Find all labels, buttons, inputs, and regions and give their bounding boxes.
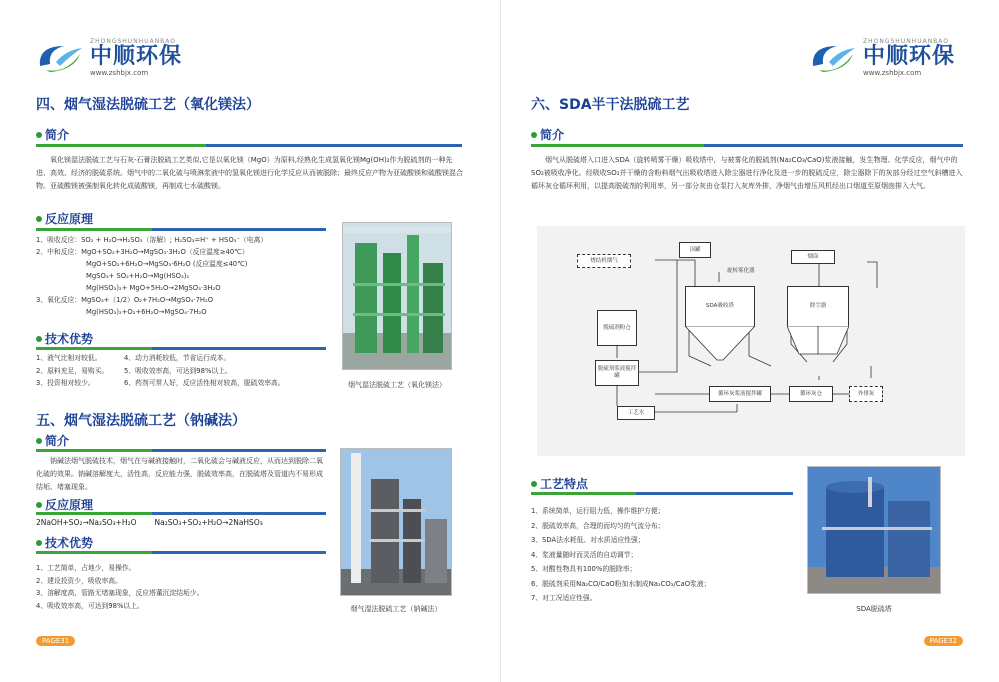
section5-intro-heading xyxy=(36,432,69,449)
logo-mark-icon xyxy=(36,40,88,76)
bullet-dot-icon xyxy=(531,132,537,138)
logo-pinyin: ZHONGSHUNHUANBAO xyxy=(863,38,950,45)
advantage-item: 4、吸收效率高，可达到98%以上。 xyxy=(36,601,144,610)
section6-features-heading xyxy=(531,475,588,492)
section5-title: 五、烟气湿法脱硫工艺（钠碱法） xyxy=(36,413,246,429)
section-rule xyxy=(36,551,326,554)
sda-tower-photo xyxy=(807,466,941,594)
feature-item: 2、脱硫效率高，合理的而均匀的气流分布； xyxy=(531,521,665,530)
section6-features xyxy=(531,504,710,606)
logo-mark-icon xyxy=(809,40,861,76)
heading-label: 工艺特点 xyxy=(540,477,589,491)
mgo-tower-photo xyxy=(342,222,452,370)
section-rule xyxy=(36,512,326,515)
section5-intro-text: 钠碱法烟气脱硫技术，烟气在与碱液接触时，二氧化硫会与碱液反应，从而达到脱除二氧化硫的效果。钠碱溶解度大，活性高，反应能力强，脱硫效率高，在脱硫塔及管道内不易形成结垢、堵塞现象。 xyxy=(36,457,323,491)
advantage-item: 2、原料充足，易购买。 xyxy=(36,366,109,375)
right-page xyxy=(500,0,999,682)
section-rule xyxy=(36,347,326,350)
section5-advantages xyxy=(36,562,203,612)
absorber-hopper-icon xyxy=(685,326,755,362)
heading-label: 反应原理 xyxy=(45,212,94,226)
duster-hopper-icon xyxy=(787,326,849,356)
process-water-box: 工艺水 xyxy=(617,406,655,420)
equation: Na₂SO₃+SO₂+H₂O→2NaHSO₃ xyxy=(154,518,263,527)
equation: 2NaOH+SO₂→Na₂SO₃+H₂O xyxy=(36,518,137,527)
section-rule xyxy=(36,228,326,231)
advantage-item: 3、溶解度高，管路无堵塞现象，反应塔董沉淀结垢少。 xyxy=(36,589,204,597)
feature-item: 6、脱硫剂采用Na₂CO/CaO粉加水制成Na₂CO₃/CaO浆液； xyxy=(531,579,711,588)
bullet-dot-icon xyxy=(36,132,42,138)
advantage-item: 4、动力消耗较低，节省运行成本。 xyxy=(124,354,231,362)
sda-photo-caption: SDA脱硫塔 xyxy=(856,605,892,613)
bullet-dot-icon xyxy=(36,336,42,342)
recycle-ash-box: 循环灰仓 xyxy=(789,386,833,402)
bullet-dot-icon xyxy=(36,540,42,546)
prep-tank-box: 脱硫剂浆液搅拌罐 xyxy=(595,360,639,386)
naoh-photo-caption: 烟气湿法脱硫工艺（钠碱法） xyxy=(350,605,442,613)
advantage-item: 3、投资相对较少。 xyxy=(36,379,95,387)
advantage-item: 1、工艺简单，占地少，易操作。 xyxy=(36,564,136,572)
heading-label: 简介 xyxy=(45,128,70,142)
reaction-line: MgSO₃+ SO₂+H₂O→Mg(HSO₃)₂ xyxy=(86,272,190,280)
brand-logo xyxy=(36,38,182,77)
section4-advantages xyxy=(36,352,314,390)
absorber-box: SDA吸收塔 xyxy=(685,286,755,326)
brand-logo xyxy=(809,38,955,77)
section4-title: 四、烟气湿法脱硫工艺（氧化镁法） xyxy=(36,97,260,113)
feature-item: 3、SDA法水耗低、对水质适应性强； xyxy=(531,536,645,544)
bullet-dot-icon xyxy=(36,438,42,444)
feature-item: 5、对酸性物具有100%的脱除率； xyxy=(531,565,637,573)
heading-label: 技术优势 xyxy=(45,332,94,346)
section5-reaction-heading xyxy=(36,496,93,513)
recycle-tank-box: 循环灰浆液搅拌罐 xyxy=(709,386,771,402)
logo-name: 中顺环保 xyxy=(863,44,956,69)
naoh-tower-photo xyxy=(340,448,452,596)
reaction-line: MgO+SO₂+6H₂O→MgSO₃·6H₂O (反应温度≤40℃) xyxy=(86,260,248,268)
section4-advantages-heading xyxy=(36,330,93,347)
section5-equations xyxy=(36,518,263,527)
advantage-item: 6、药剂可常人好，反应活性相对较高，脱硫效率高。 xyxy=(124,379,285,387)
duster-box: 除尘器 xyxy=(787,286,849,326)
section-rule xyxy=(36,449,326,452)
section6-title: 六、SDA半干法脱硫工艺 xyxy=(531,97,690,113)
reaction-line: 3、氧化反应：MgSO₃+（1/2）O₂+7H₂O→MgSO₄·7H₂O xyxy=(36,296,214,304)
discharge-box: 外排灰 xyxy=(849,386,883,402)
logo-name: 中顺环保 xyxy=(90,44,183,69)
section6-intro-heading xyxy=(531,126,564,143)
section4-intro-heading xyxy=(36,126,69,143)
atomizer-label: 旋转雾化器 xyxy=(727,268,755,274)
page-number: PAGE32 xyxy=(924,636,963,646)
bullet-dot-icon xyxy=(531,481,537,487)
feature-item: 4、浆液量随时而灵活的自动调节； xyxy=(531,550,638,559)
top-tank-box: 顶罐 xyxy=(679,242,711,258)
reaction-line: Mg(HSO₃)₂+ MgO+5H₂O→2MgSO₃·3H₂O xyxy=(86,284,221,292)
section4-reactions xyxy=(36,234,267,318)
heading-label: 反应原理 xyxy=(45,498,94,512)
feature-item: 1、系统简单，运行阻力低，操作维护方便； xyxy=(531,507,665,515)
reaction-line: 2、中和反应：MgO+SO₂+3H₂O→MgSO₃·3H₂O（反应温度≥40℃） xyxy=(36,248,249,256)
advantage-item: 2、建设投资少，吸收率高。 xyxy=(36,576,122,585)
chimney-box: 烟囱 xyxy=(791,250,835,264)
section-rule xyxy=(531,492,793,495)
section5-advantages-heading xyxy=(36,534,93,551)
heading-label: 简介 xyxy=(45,434,70,448)
bullet-dot-icon xyxy=(36,502,42,508)
section-rule xyxy=(36,144,462,147)
section4-intro-text: 氧化镁湿法脱硫工艺与石灰-石膏法脱硫工艺类似,它是以氧化镁（MgO）为原料,经熟化生成氢氧化镁Mg(OH)₂作为脱硫剂的一种先进、高效、经济的脱硫系统。烟气中的二氧化硫与喷淋浆液中的氢氧化镁进行化学反应从而被脱除；最终反应产物为亚硫酸镁和硫酸镁混合物。亚硫酸镁被强制氧化转化成硫酸镁，再制成七水硫酸镁。 xyxy=(36,156,463,190)
left-page xyxy=(0,0,499,682)
advantage-item: 1、液气比相对较低。 xyxy=(36,354,102,362)
reaction-line: 1、吸收反应：SO₂ + H₂O→H₂SO₃（溶解）; H₂SO₃=H⁺ + HSO₃⁻（电离） xyxy=(36,236,268,244)
advantage-item: 5、吸收效率高，可达到98%以上。 xyxy=(124,366,232,375)
section6-intro-text: 烟气从脱硫塔入口进入SDA（旋转喷雾干燥）吸收塔中，与被雾化的脱硫剂(Na₂CO₃/CaO)浆液接触，发生物理、化学反应，烟气中的SO₂被吸收净化。经吸收SO₂并干燥的含粉料烟气出吸收塔进入除尘器进行净化及进一步的脱硫反应，除尘器除下的灰部分经过空气斜槽进入循环灰仓循环利用，以提高脱硫剂的利用率，另一部分灰由仓泵打入灰库外排，净烟气由增压风机经出口烟道至原烟囱排入大气。 xyxy=(531,156,963,190)
flue-gas-box: 烧结机烟气 xyxy=(577,254,631,268)
bullet-dot-icon xyxy=(36,216,42,222)
section-rule xyxy=(531,144,963,147)
heading-label: 简介 xyxy=(540,128,565,142)
page-number: PAGE31 xyxy=(36,636,75,646)
sda-process-diagram xyxy=(537,226,965,456)
mgo-photo-caption: 烟气湿法脱硫工艺（氧化镁法） xyxy=(348,381,446,389)
logo-url: www.zshbjx.com xyxy=(863,69,922,77)
heading-label: 技术优势 xyxy=(45,536,94,550)
logo-pinyin: ZHONGSHUNHUANBAO xyxy=(90,38,177,45)
agent-bin-box: 脱硫剂粉仓 xyxy=(597,310,637,346)
section4-reaction-heading xyxy=(36,210,93,227)
reaction-line: Mg(HSO₃)₂+O₂+6H₂O→MgSO₄·7H₂O xyxy=(86,308,207,316)
feature-item: 7、对工况适应性强。 xyxy=(531,594,597,602)
logo-url: www.zshbjx.com xyxy=(90,69,149,77)
